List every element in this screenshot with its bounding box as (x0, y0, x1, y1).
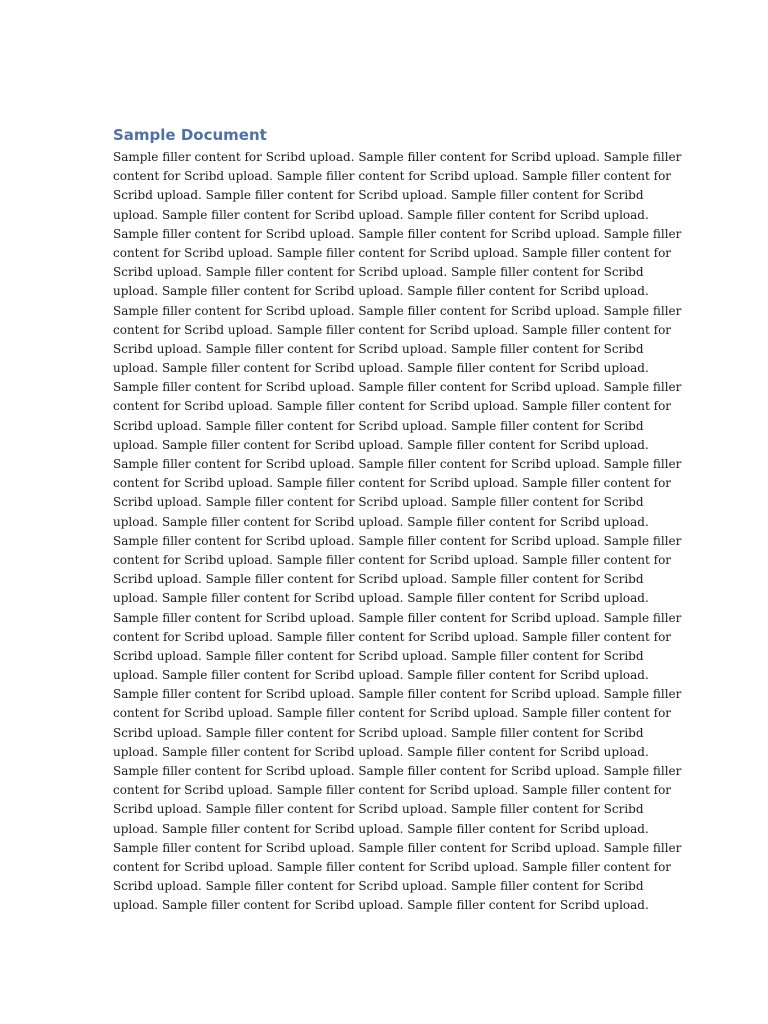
body-text-line: Sample filler content for Scribd upload. Sample filler content for Scribd upload. Sample filler (113, 380, 682, 395)
body-text-line: Scribd upload. Sample filler content for Scribd upload. Sample filler content for Scribd (113, 725, 644, 740)
body-text-line: Scribd upload. Sample filler content for Scribd upload. Sample filler content for Scribd (113, 188, 644, 203)
body-text-line: upload. Sample filler content for Scribd upload. Sample filler content for Scribd upload. (113, 514, 649, 529)
document-title: Sample Document (113, 126, 267, 144)
body-text-line: content for Scribd upload. Sample filler content for Scribd upload. Sample filler content for (113, 859, 672, 874)
body-text-line: upload. Sample filler content for Scribd upload. Sample filler content for Scribd upload. (113, 591, 649, 606)
body-text-line: content for Scribd upload. Sample filler content for Scribd upload. Sample filler content for (113, 476, 672, 491)
body-text-line: content for Scribd upload. Sample filler content for Scribd upload. Sample filler content for (113, 783, 672, 798)
body-text-line: Scribd upload. Sample filler content for Scribd upload. Sample filler content for Scribd (113, 572, 644, 587)
body-text-line: Scribd upload. Sample filler content for Scribd upload. Sample filler content for Scribd (113, 648, 644, 663)
document-body (113, 148, 682, 916)
body-text-line: content for Scribd upload. Sample filler content for Scribd upload. Sample filler content for (113, 552, 672, 567)
body-text-line: upload. Sample filler content for Scribd upload. Sample filler content for Scribd upload. (113, 898, 649, 913)
body-text-line: Scribd upload. Sample filler content for Scribd upload. Sample filler content for Scribd (113, 418, 644, 433)
body-text-line: upload. Sample filler content for Scribd upload. Sample filler content for Scribd upload. (113, 744, 649, 759)
body-text-line: Scribd upload. Sample filler content for Scribd upload. Sample filler content for Scribd (113, 802, 644, 817)
body-text-line: Scribd upload. Sample filler content for Scribd upload. Sample filler content for Scribd (113, 495, 644, 510)
body-text-line: Sample filler content for Scribd upload. Sample filler content for Scribd upload. Sample filler (113, 610, 682, 625)
body-text-line: content for Scribd upload. Sample filler content for Scribd upload. Sample filler content for (113, 629, 672, 644)
body-text-line: Sample filler content for Scribd upload. Sample filler content for Scribd upload. Sample filler (113, 533, 682, 548)
body-text-line: Scribd upload. Sample filler content for Scribd upload. Sample filler content for Scribd (113, 265, 644, 280)
body-text-line: upload. Sample filler content for Scribd upload. Sample filler content for Scribd upload. (113, 284, 649, 299)
body-text-line: content for Scribd upload. Sample filler content for Scribd upload. Sample filler content for (113, 169, 672, 184)
body-text-line: Scribd upload. Sample filler content for Scribd upload. Sample filler content for Scribd (113, 341, 644, 356)
body-text-line: content for Scribd upload. Sample filler content for Scribd upload. Sample filler content for (113, 399, 672, 414)
body-text-line: Sample filler content for Scribd upload. Sample filler content for Scribd upload. Sample filler (113, 764, 682, 778)
body-text-line: Sample filler content for Scribd upload. Sample filler content for Scribd upload. Sample filler (113, 226, 682, 241)
body-text-line: Sample filler content for Scribd upload. Sample filler content for Scribd upload. Sample filler (113, 457, 682, 471)
body-text-line: upload. Sample filler content for Scribd upload. Sample filler content for Scribd upload. (113, 207, 649, 222)
body-text-line: content for Scribd upload. Sample filler content for Scribd upload. Sample filler content for (113, 706, 672, 721)
body-text-line: upload. Sample filler content for Scribd upload. Sample filler content for Scribd upload. (113, 361, 649, 376)
body-text-line: Sample filler content for Scribd upload. Sample filler content for Scribd upload. Sample filler (113, 687, 682, 702)
body-text-line: content for Scribd upload. Sample filler content for Scribd upload. Sample filler content for (113, 245, 672, 260)
body-text-line: upload. Sample filler content for Scribd upload. Sample filler content for Scribd upload. (113, 437, 649, 452)
body-text-line: upload. Sample filler content for Scribd upload. Sample filler content for Scribd upload. (113, 821, 649, 836)
body-text-line: Sample filler content for Scribd upload. Sample filler content for Scribd upload. Sample filler (113, 840, 682, 855)
body-text-line: Sample filler content for Scribd upload. Sample filler content for Scribd upload. Sample filler (113, 150, 682, 164)
body-text-line: Sample filler content for Scribd upload. Sample filler content for Scribd upload. Sample filler (113, 303, 682, 318)
body-text-line: Scribd upload. Sample filler content for Scribd upload. Sample filler content for Scribd (113, 879, 644, 894)
body-text-line: upload. Sample filler content for Scribd upload. Sample filler content for Scribd upload. (113, 668, 649, 683)
body-text-line: content for Scribd upload. Sample filler content for Scribd upload. Sample filler content for (113, 322, 672, 337)
